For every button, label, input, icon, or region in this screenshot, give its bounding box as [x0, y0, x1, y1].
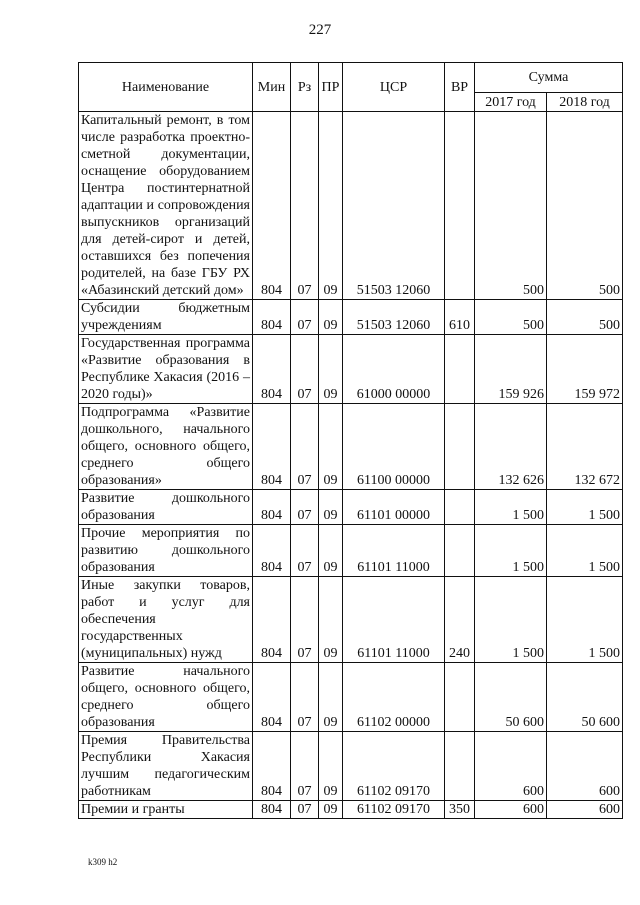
row-pr-cell: 09 [319, 300, 343, 335]
table-row [79, 404, 623, 490]
row-rz-cell: 07 [291, 490, 319, 525]
row-vr-cell: 610 [445, 300, 475, 335]
row-2018-cell: 1 500 [547, 577, 623, 663]
row-2017-cell: 600 [475, 801, 547, 819]
table-row [79, 577, 623, 663]
row-2018-cell: 600 [547, 801, 623, 819]
row-csr-cell: 51503 12060 [343, 112, 445, 300]
row-vr-cell [445, 525, 475, 577]
row-rz-cell: 07 [291, 732, 319, 801]
row-min-cell: 804 [253, 732, 291, 801]
row-2018-cell: 1 500 [547, 525, 623, 577]
row-2018-cell: 500 [547, 112, 623, 300]
header-csr: ЦСР [343, 63, 445, 112]
row-min-cell: 804 [253, 525, 291, 577]
row-2018-cell: 50 600 [547, 663, 623, 732]
row-vr-cell: 350 [445, 801, 475, 819]
row-2017-cell: 50 600 [475, 663, 547, 732]
table-body [79, 112, 623, 819]
row-csr-cell: 61100 00000 [343, 404, 445, 490]
row-name-cell: Развитие начального общего, основного общего, среднего общего образования [79, 663, 253, 732]
header-name: Наименование [79, 63, 253, 112]
budget-table [78, 62, 623, 819]
table-row [79, 112, 623, 300]
row-name-cell: Капитальный ремонт, в том числе разработка проектно-сметной документации, оснащение оборудованием Центра постинтернатной адаптации и сопровождения выпускников организаций для детей-сирот и детей, оставшихся без попечения родителей, на базе ГБУ РХ «Абазинский детский дом» [79, 112, 253, 300]
row-rz-cell: 07 [291, 577, 319, 663]
row-csr-cell: 61000 00000 [343, 335, 445, 404]
row-min-cell: 804 [253, 112, 291, 300]
row-rz-cell: 07 [291, 525, 319, 577]
row-min-cell: 804 [253, 577, 291, 663]
header-sum: Сумма [475, 63, 623, 93]
row-2018-cell: 500 [547, 300, 623, 335]
row-min-cell: 804 [253, 335, 291, 404]
row-2017-cell: 500 [475, 300, 547, 335]
row-pr-cell: 09 [319, 663, 343, 732]
row-pr-cell: 09 [319, 577, 343, 663]
row-pr-cell: 09 [319, 490, 343, 525]
row-rz-cell: 07 [291, 112, 319, 300]
header-vr: ВР [445, 63, 475, 112]
row-name-cell: Прочие мероприятия по развитию дошкольного образования [79, 525, 253, 577]
row-csr-cell: 61101 11000 [343, 525, 445, 577]
row-2017-cell: 600 [475, 732, 547, 801]
row-2018-cell: 600 [547, 732, 623, 801]
row-vr-cell [445, 335, 475, 404]
row-min-cell: 804 [253, 300, 291, 335]
row-2017-cell: 159 926 [475, 335, 547, 404]
table-row [79, 335, 623, 404]
row-vr-cell: 240 [445, 577, 475, 663]
row-min-cell: 804 [253, 663, 291, 732]
header-pr: ПР [319, 63, 343, 112]
row-rz-cell: 07 [291, 335, 319, 404]
row-min-cell: 804 [253, 404, 291, 490]
table-row [79, 490, 623, 525]
row-name-cell: Развитие дошкольного образования [79, 490, 253, 525]
row-2018-cell: 132 672 [547, 404, 623, 490]
header-rz: Рз [291, 63, 319, 112]
table-row [79, 732, 623, 801]
row-vr-cell [445, 732, 475, 801]
header-year-2018: 2018 год [547, 93, 623, 112]
row-pr-cell: 09 [319, 335, 343, 404]
row-name-cell: Премия Правительства Республики Хакасия лучшим педагогическим работникам [79, 732, 253, 801]
row-pr-cell: 09 [319, 801, 343, 819]
row-name-cell: Иные закупки товаров, работ и услуг для обеспечения государственных (муниципальных) нужд [79, 577, 253, 663]
row-csr-cell: 51503 12060 [343, 300, 445, 335]
page-number: 227 [308, 22, 332, 38]
row-min-cell: 804 [253, 801, 291, 819]
row-2018-cell: 1 500 [547, 490, 623, 525]
row-csr-cell: 61102 00000 [343, 663, 445, 732]
row-min-cell: 804 [253, 490, 291, 525]
table-row [79, 801, 623, 819]
table-row [79, 300, 623, 335]
row-name-cell: Субсидии бюджетным учреждениям [79, 300, 253, 335]
row-pr-cell: 09 [319, 112, 343, 300]
header-year-2017: 2017 год [475, 93, 547, 112]
table-row [79, 663, 623, 732]
row-vr-cell [445, 404, 475, 490]
row-2017-cell: 1 500 [475, 525, 547, 577]
row-rz-cell: 07 [291, 300, 319, 335]
row-pr-cell: 09 [319, 404, 343, 490]
row-rz-cell: 07 [291, 663, 319, 732]
table-row [79, 525, 623, 577]
footer-code: k309 h2 [88, 857, 118, 867]
row-pr-cell: 09 [319, 732, 343, 801]
row-csr-cell: 61102 09170 [343, 801, 445, 819]
row-2017-cell: 132 626 [475, 404, 547, 490]
row-2017-cell: 500 [475, 112, 547, 300]
row-vr-cell [445, 663, 475, 732]
row-name-cell: Премии и гранты [79, 801, 253, 819]
row-csr-cell: 61102 09170 [343, 732, 445, 801]
row-2017-cell: 1 500 [475, 577, 547, 663]
row-csr-cell: 61101 00000 [343, 490, 445, 525]
header-min: Мин [253, 63, 291, 112]
row-2017-cell: 1 500 [475, 490, 547, 525]
row-name-cell: Подпрограмма «Развитие дошкольного, начального общего, основного общего, среднего общего образования» [79, 404, 253, 490]
row-name-cell: Государственная программа «Развитие образования в Республике Хакасия (2016 – 2020 годы)» [79, 335, 253, 404]
row-vr-cell [445, 490, 475, 525]
row-rz-cell: 07 [291, 404, 319, 490]
row-vr-cell [445, 112, 475, 300]
row-pr-cell: 09 [319, 525, 343, 577]
row-csr-cell: 61101 11000 [343, 577, 445, 663]
row-rz-cell: 07 [291, 801, 319, 819]
row-2018-cell: 159 972 [547, 335, 623, 404]
